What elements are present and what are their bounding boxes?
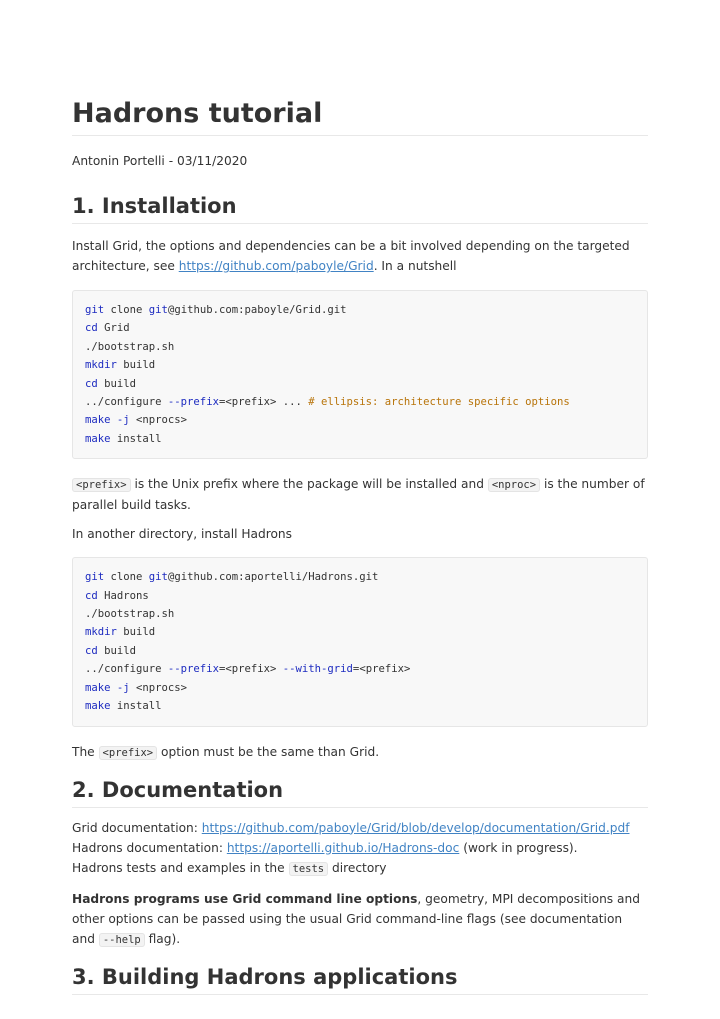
hadrons-doc-link[interactable]: https://aportelli.github.io/Hadrons-doc [226,840,460,855]
grid-repo-link[interactable]: https://github.com/paboyle/Grid [178,259,374,273]
nproc-code: <nproc> [488,478,540,492]
prefix-description: <prefix> is the Unix prefix where the package will be installed and <nproc> is the number of parallel build tasks. [72,477,645,513]
tests-code: tests [289,862,329,876]
install-hadrons-intro: In another directory, install Hadrons [72,527,292,542]
grid-options-bold: Hadrons programs use Grid command line options [72,891,418,906]
intro-text-1: Install Grid, the options and dependencies can be a bit involved depending on the targeted architecture, see [72,239,630,273]
prefix-option-code: <prefix> [99,746,158,760]
grid-install-code-block: git clone git@github.com:paboyle/Grid.git cd Grid ./bootstrap.sh mkdir build cd build ../configure --prefix=<prefix> ... # ellipsis: architecture specific options make -j <nprocs> make install [72,290,648,459]
hadrons-install-code-block: git clone git@github.com:aportelli/Hadrons.git cd Hadrons ./bootstrap.sh mkdir build cd build ../configure --prefix=<prefix> --with-grid=<prefix> make -j <nprocs> make install [72,557,648,726]
building-heading: 3. Building Hadrons applications [72,962,648,995]
installation-heading: 1. Installation [72,191,648,224]
documentation-heading: 2. Documentation [72,775,648,808]
grid-options-paragraph: Hadrons programs use Grid command line options, geometry, MPI decompositions and other options can be passed using the usual Grid command-line flags (see documentation and --help flag). [72,891,640,946]
help-flag-code: --help [99,933,145,947]
intro-text-2: . In a nutshell [373,259,457,273]
prefix-same-note: The <prefix> option must be the same than Grid. [72,744,380,759]
grid-doc-link[interactable]: https://github.com/paboyle/Grid/blob/develop/documentation/Grid.pdf [201,820,630,835]
prefix-code: <prefix> [72,478,131,492]
installation-intro [72,236,648,276]
author-date: Antonin Portelli - 03/11/2020 [72,154,248,168]
documentation-links: Grid documentation: https://github.com/paboyle/Grid/blob/develop/documentation/Grid.pdf Hadrons documentation: https://aportelli.github.io/Hadrons-doc (work in progress). Hadrons tests and examples in the tests directory [72,820,630,875]
page-title: Hadrons tutorial [72,0,648,136]
